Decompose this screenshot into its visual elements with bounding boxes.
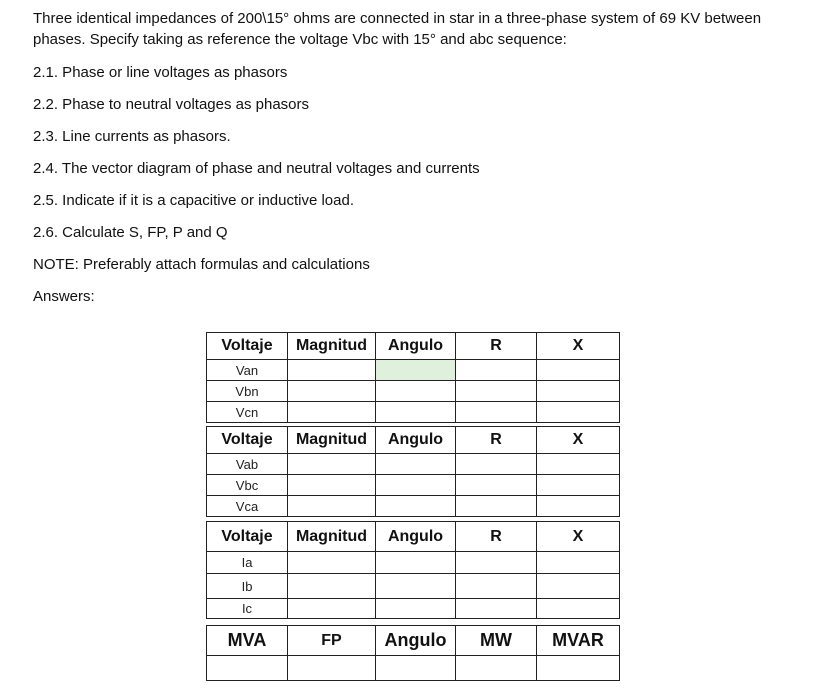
header-mw: MW: [456, 626, 537, 656]
cell-vab-r[interactable]: [456, 454, 537, 475]
header-voltaje: Voltaje: [207, 333, 288, 360]
header-r: R: [456, 333, 537, 360]
cell-fp[interactable]: [288, 656, 376, 681]
header-angulo: Angulo: [376, 427, 456, 454]
header-angulo: Angulo: [376, 626, 456, 656]
cell-mva[interactable]: [207, 656, 288, 681]
cell-vca-x[interactable]: [537, 496, 620, 517]
cell-vca-r[interactable]: [456, 496, 537, 517]
cell-vbn-angulo[interactable]: [376, 381, 456, 402]
item-2-2: 2.2. Phase to neutral voltages as phasors: [33, 96, 310, 113]
cell-ic-angulo[interactable]: [376, 599, 456, 619]
table-phase-voltages-wrap: [206, 332, 619, 423]
cell-vcn-r[interactable]: [456, 402, 537, 423]
answers-label: Answers:: [33, 288, 95, 305]
table-power-wrap: [206, 625, 619, 681]
table-phase-voltages: [206, 332, 620, 423]
cell-vbc-angulo[interactable]: [376, 475, 456, 496]
row-label-vab: Vab: [207, 454, 288, 475]
table-row: [207, 454, 620, 475]
table-header-row: [207, 333, 620, 360]
table-line-currents: [206, 521, 620, 619]
cell-vcn-magnitud[interactable]: [288, 402, 376, 423]
table-line-voltages-wrap: [206, 426, 619, 517]
problem-intro: Three identical impedances of 200\15° ohms are connected in star in a three-phase system of 69 KV between phases. Specify taking as reference the voltage Vbc with 15° and abc sequence:: [33, 10, 762, 48]
cell-ic-x[interactable]: [537, 599, 620, 619]
row-label-vcn: Vcn: [207, 402, 288, 423]
table-line-voltages: [206, 426, 620, 517]
row-label-vbn: Vbn: [207, 381, 288, 402]
cell-vbc-magnitud[interactable]: [288, 475, 376, 496]
header-mva: MVA: [207, 626, 288, 656]
cell-ib-angulo[interactable]: [376, 574, 456, 599]
cell-mw[interactable]: [456, 656, 537, 681]
row-label-ic: Ic: [207, 599, 288, 619]
row-label-ia: Ia: [207, 552, 288, 574]
cell-vbc-x[interactable]: [537, 475, 620, 496]
table-row: [207, 475, 620, 496]
cell-ib-magnitud[interactable]: [288, 574, 376, 599]
cell-vbn-magnitud[interactable]: [288, 381, 376, 402]
row-label-ib: Ib: [207, 574, 288, 599]
cell-van-x[interactable]: [537, 360, 620, 381]
cell-ia-angulo[interactable]: [376, 552, 456, 574]
cell-angulo[interactable]: [376, 656, 456, 681]
cell-vca-magnitud[interactable]: [288, 496, 376, 517]
cell-van-r[interactable]: [456, 360, 537, 381]
table-row: [207, 656, 620, 681]
header-fp: FP: [288, 626, 376, 656]
item-2-1: 2.1. Phase or line voltages as phasors: [33, 64, 288, 81]
header-voltaje: Voltaje: [207, 522, 288, 552]
item-2-4: 2.4. The vector diagram of phase and neutral voltages and currents: [33, 160, 480, 177]
table-row: [207, 496, 620, 517]
cell-ib-r[interactable]: [456, 574, 537, 599]
cell-ia-r[interactable]: [456, 552, 537, 574]
cell-vab-angulo[interactable]: [376, 454, 456, 475]
table-row: [207, 360, 620, 381]
note: NOTE: Preferably attach formulas and calculations: [33, 256, 370, 273]
header-angulo: Angulo: [376, 522, 456, 552]
cell-vab-magnitud[interactable]: [288, 454, 376, 475]
cell-ic-magnitud[interactable]: [288, 599, 376, 619]
row-label-vca: Vca: [207, 496, 288, 517]
cell-ia-x[interactable]: [537, 552, 620, 574]
cell-vbc-r[interactable]: [456, 475, 537, 496]
table-row: [207, 599, 620, 619]
table-row: [207, 574, 620, 599]
cell-vbn-r[interactable]: [456, 381, 537, 402]
header-mvar: MVAR: [537, 626, 620, 656]
cell-van-angulo[interactable]: [376, 360, 456, 381]
header-angulo: Angulo: [376, 333, 456, 360]
table-line-currents-wrap: [206, 521, 619, 619]
header-magnitud: Magnitud: [288, 427, 376, 454]
header-x: X: [537, 522, 620, 552]
header-magnitud: Magnitud: [288, 333, 376, 360]
cell-mvar[interactable]: [537, 656, 620, 681]
row-label-vbc: Vbc: [207, 475, 288, 496]
table-header-row: [207, 626, 620, 656]
header-voltaje: Voltaje: [207, 427, 288, 454]
table-power: [206, 625, 620, 681]
header-x: X: [537, 427, 620, 454]
item-2-3: 2.3. Line currents as phasors.: [33, 128, 231, 145]
cell-ic-r[interactable]: [456, 599, 537, 619]
table-row: [207, 381, 620, 402]
header-magnitud: Magnitud: [288, 522, 376, 552]
table-row: [207, 402, 620, 423]
header-r: R: [456, 427, 537, 454]
cell-vbn-x[interactable]: [537, 381, 620, 402]
problem-statement: [33, 8, 813, 307]
cell-ib-x[interactable]: [537, 574, 620, 599]
cell-vcn-x[interactable]: [537, 402, 620, 423]
header-x: X: [537, 333, 620, 360]
cell-vab-x[interactable]: [537, 454, 620, 475]
item-2-5: 2.5. Indicate if it is a capacitive or inductive load.: [33, 192, 355, 209]
table-header-row: [207, 522, 620, 552]
cell-van-magnitud[interactable]: [288, 360, 376, 381]
header-r: R: [456, 522, 537, 552]
cell-vca-angulo[interactable]: [376, 496, 456, 517]
item-2-6: 2.6. Calculate S, FP, P and Q: [33, 224, 228, 241]
row-label-van: Van: [207, 360, 288, 381]
table-row: [207, 552, 620, 574]
table-header-row: [207, 427, 620, 454]
cell-vcn-angulo[interactable]: [376, 402, 456, 423]
cell-ia-magnitud[interactable]: [288, 552, 376, 574]
